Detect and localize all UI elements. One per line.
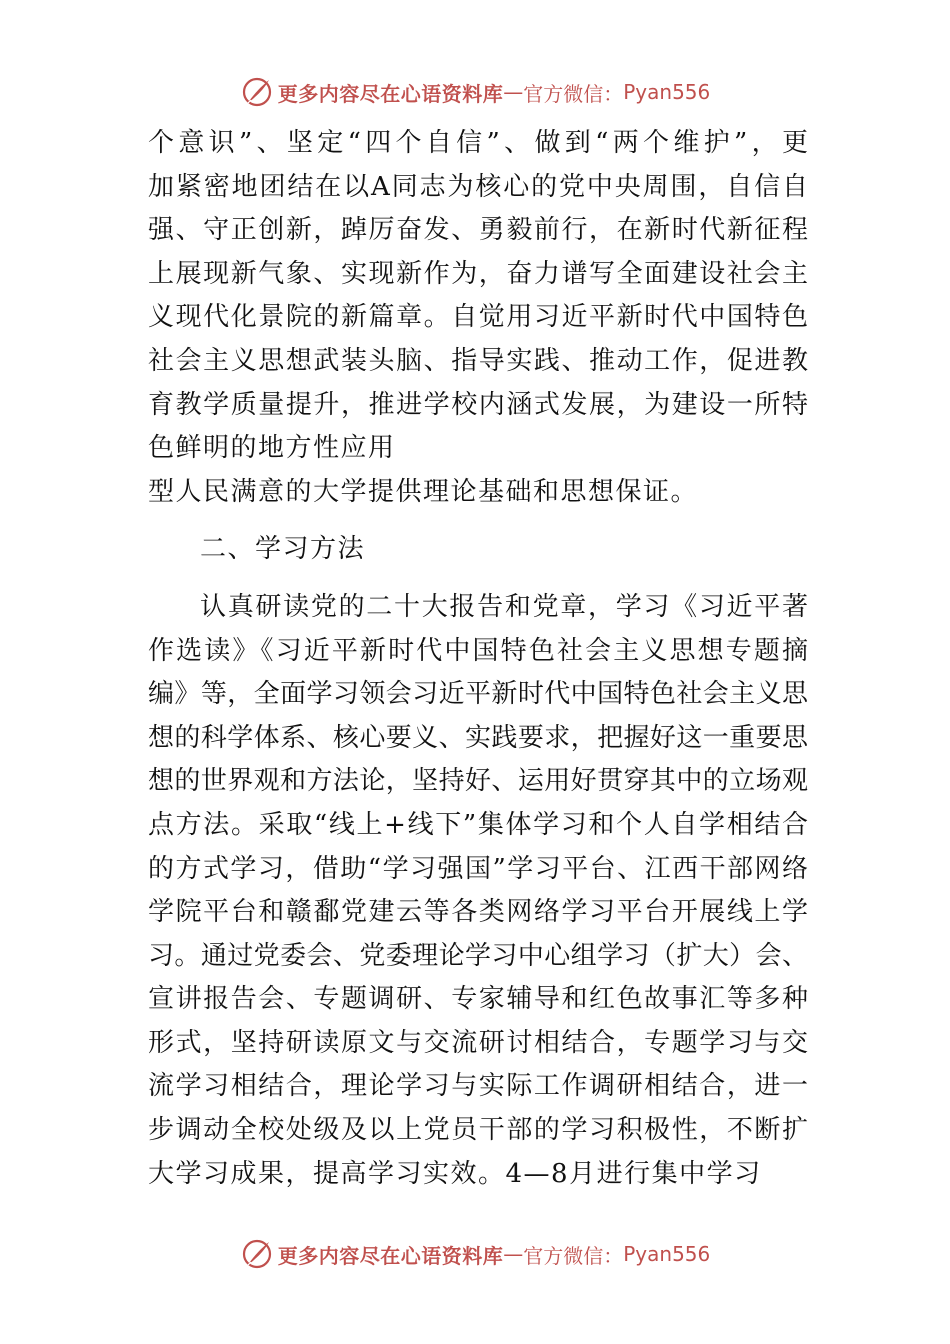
watermark-brand: 更多内容尽在心语资料库 <box>277 81 504 106</box>
text-line: 编》等，全面学习领会习近平新时代中国特色社会主义思 <box>148 679 808 710</box>
watermark-separator: — <box>503 80 524 104</box>
watermark-footer <box>0 1234 950 1274</box>
document-body <box>148 122 808 1196</box>
text-line: 个意识”、坚定“四个自信”、做到“两个维护”，更 <box>148 128 808 158</box>
section-heading: 二、学习方法 <box>200 534 366 565</box>
quill-pen-icon <box>240 75 274 109</box>
watermark-contact-id: Pyan556 <box>623 80 711 104</box>
text-line: 社会主义思想武装头脑、指导实践、推动工作，促进教 <box>148 345 808 376</box>
text-line: 认真研读党的二十大报告和党章，学习《习近平著 <box>200 591 808 622</box>
text-line: 形式，坚持研读原文与交流研讨相结合，专题学习与交 <box>148 1027 808 1058</box>
text-line: 色鲜明的地方性应用 <box>148 433 396 464</box>
text-line: 习。通过党委会、党委理论学习中心组学习（扩大）会、 <box>148 940 808 971</box>
text-line: 流学习相结合，理论学习与实际工作调研相结合，进一 <box>148 1071 808 1102</box>
watermark-contact-label: 官方微信： <box>523 81 624 106</box>
text-line: 作选读》《习近平新时代中国特色社会主义思想专题摘 <box>148 635 808 666</box>
paragraph-2 <box>148 586 808 1196</box>
text-line: 点方法。采取“线上+线下”集体学习和个人自学相结合 <box>148 809 808 840</box>
text-line: 想的科学体系、核心要义、实践要求，把握好这一重要思 <box>148 722 808 753</box>
text-line: 宣讲报告会、专题调研、专家辅导和红色故事汇等多种 <box>148 984 808 1015</box>
watermark-brand: 更多内容尽在心语资料库 <box>277 1243 504 1268</box>
quill-pen-icon <box>240 1237 274 1271</box>
text-line: 想的世界观和方法论，坚持好、运用好贯穿其中的立场观 <box>148 766 808 797</box>
text-line: 大学习成果，提高学习实效。4—8月进行集中学习 <box>148 1158 762 1189</box>
text-line: 的方式学习，借助“学习强国”学习平台、江西干部网络 <box>148 853 808 884</box>
text-line: 加紧密地团结在以A同志为核心的党中央周围，自信自 <box>148 171 808 202</box>
text-line: 上展现新气象、实现新作为，奋力谱写全面建设社会主 <box>148 258 808 289</box>
text-line: 义现代化景院的新篇章。自觉用习近平新时代中国特色 <box>148 302 808 333</box>
watermark-contact-label: 官方微信： <box>523 1243 624 1268</box>
text-line: 育教学质量提升，推进学校内涵式发展，为建设一所特 <box>148 389 808 420</box>
watermark-header <box>0 72 950 112</box>
watermark-separator: — <box>503 1242 524 1266</box>
watermark-contact-id: Pyan556 <box>623 1242 711 1266</box>
text-line: 学院平台和赣鄱党建云等各类网络学习平台开展线上学 <box>148 897 808 928</box>
text-line: 步调动全校处级及以上党员干部的学习积极性，不断扩 <box>148 1115 808 1146</box>
text-line: 强、守正创新，踔厉奋发、勇毅前行，在新时代新征程 <box>148 215 808 246</box>
text-line: 型人民满意的大学提供理论基础和思想保证。 <box>148 476 699 507</box>
paragraph-1 <box>148 122 808 514</box>
